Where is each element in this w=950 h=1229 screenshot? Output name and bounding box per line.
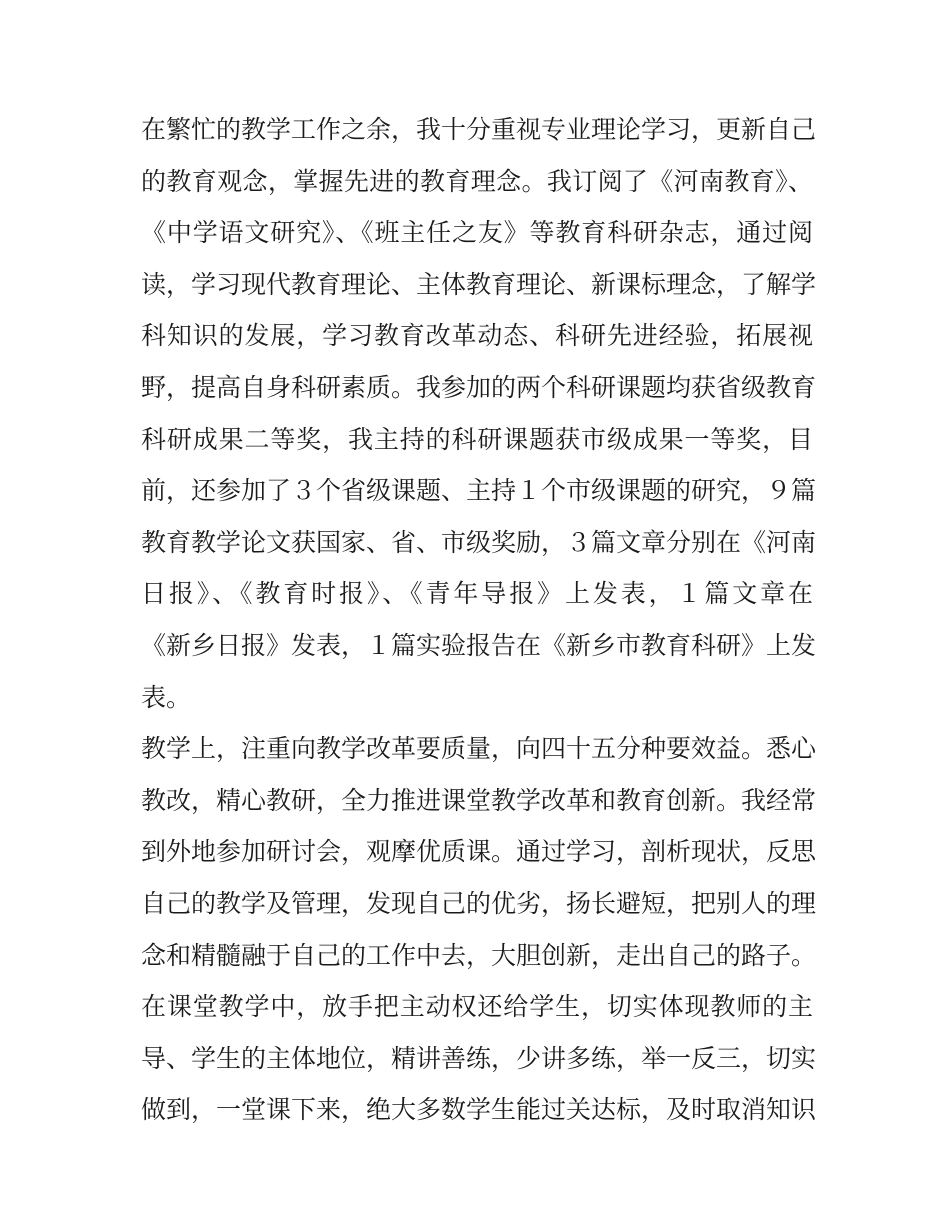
text-line: 在课堂教学中，放手把主动权还给学生，切实体现教师的主 <box>141 992 813 1022</box>
text-line: 在繁忙的教学工作之余，我十分重视专业理论学习，更新自己 <box>141 115 817 144</box>
text-line: 科研成果二等奖，我主持的科研课题获市级成果一等奖，目 <box>141 424 813 454</box>
text-line: 野，提高自身科研素质。我参加的两个科研课题均获省级教育 <box>141 372 817 402</box>
text-line: 念和精髓融于自己的工作中去，大胆创新，走出自己的路子。 <box>141 940 817 970</box>
paragraph-2 <box>141 723 817 1136</box>
text-line: 做到，一堂课下来，绝大多数学生能过关达标，及时取消知识 <box>141 1095 817 1125</box>
text-line: 表。 <box>141 682 192 712</box>
text-line: 教育教学论文获国家、省、市级奖励，３篇文章分别在《河南 <box>141 527 817 557</box>
text-line: 《新乡日报》发表，１篇实验报告在《新乡市教育科研》上发 <box>141 630 817 660</box>
text-line: 前，还参加了３个省级课题、主持１个市级课题的研究，９篇 <box>141 476 817 506</box>
text-line: 读，学习现代教育理论、主体教育理论、新课标理念，了解学 <box>141 269 817 299</box>
paragraph-1 <box>141 104 817 723</box>
text-line: 教学上，注重向教学改革要质量，向四十五分种要效益。悉心 <box>141 734 817 764</box>
text-line: 的教育观念，掌握先进的教育理念。我订阅了《河南教育》、 <box>141 166 813 196</box>
text-line: 到外地参加研讨会，观摩优质课。通过学习，剖析现状，反思 <box>141 837 817 867</box>
text-line: 教改，精心教研，全力推进课堂教学改革和教育创新。我经常 <box>141 785 817 815</box>
text-line: 日报》、《教育时报》、《青年导报》上发表，１篇文章在 <box>141 579 813 609</box>
document-body <box>141 104 817 1136</box>
text-line: 科知识的发展，学习教育改革动态、科研先进经验，拓展视 <box>141 321 813 351</box>
text-line: 自己的教学及管理，发现自己的优劣，扬长避短，把别人的理 <box>141 888 817 918</box>
text-line: 《中学语文研究》、《班主任之友》等教育科研杂志，通过阅 <box>141 218 813 248</box>
text-line: 导、学生的主体地位，精讲善练，少讲多练，举一反三，切实 <box>141 1043 817 1073</box>
